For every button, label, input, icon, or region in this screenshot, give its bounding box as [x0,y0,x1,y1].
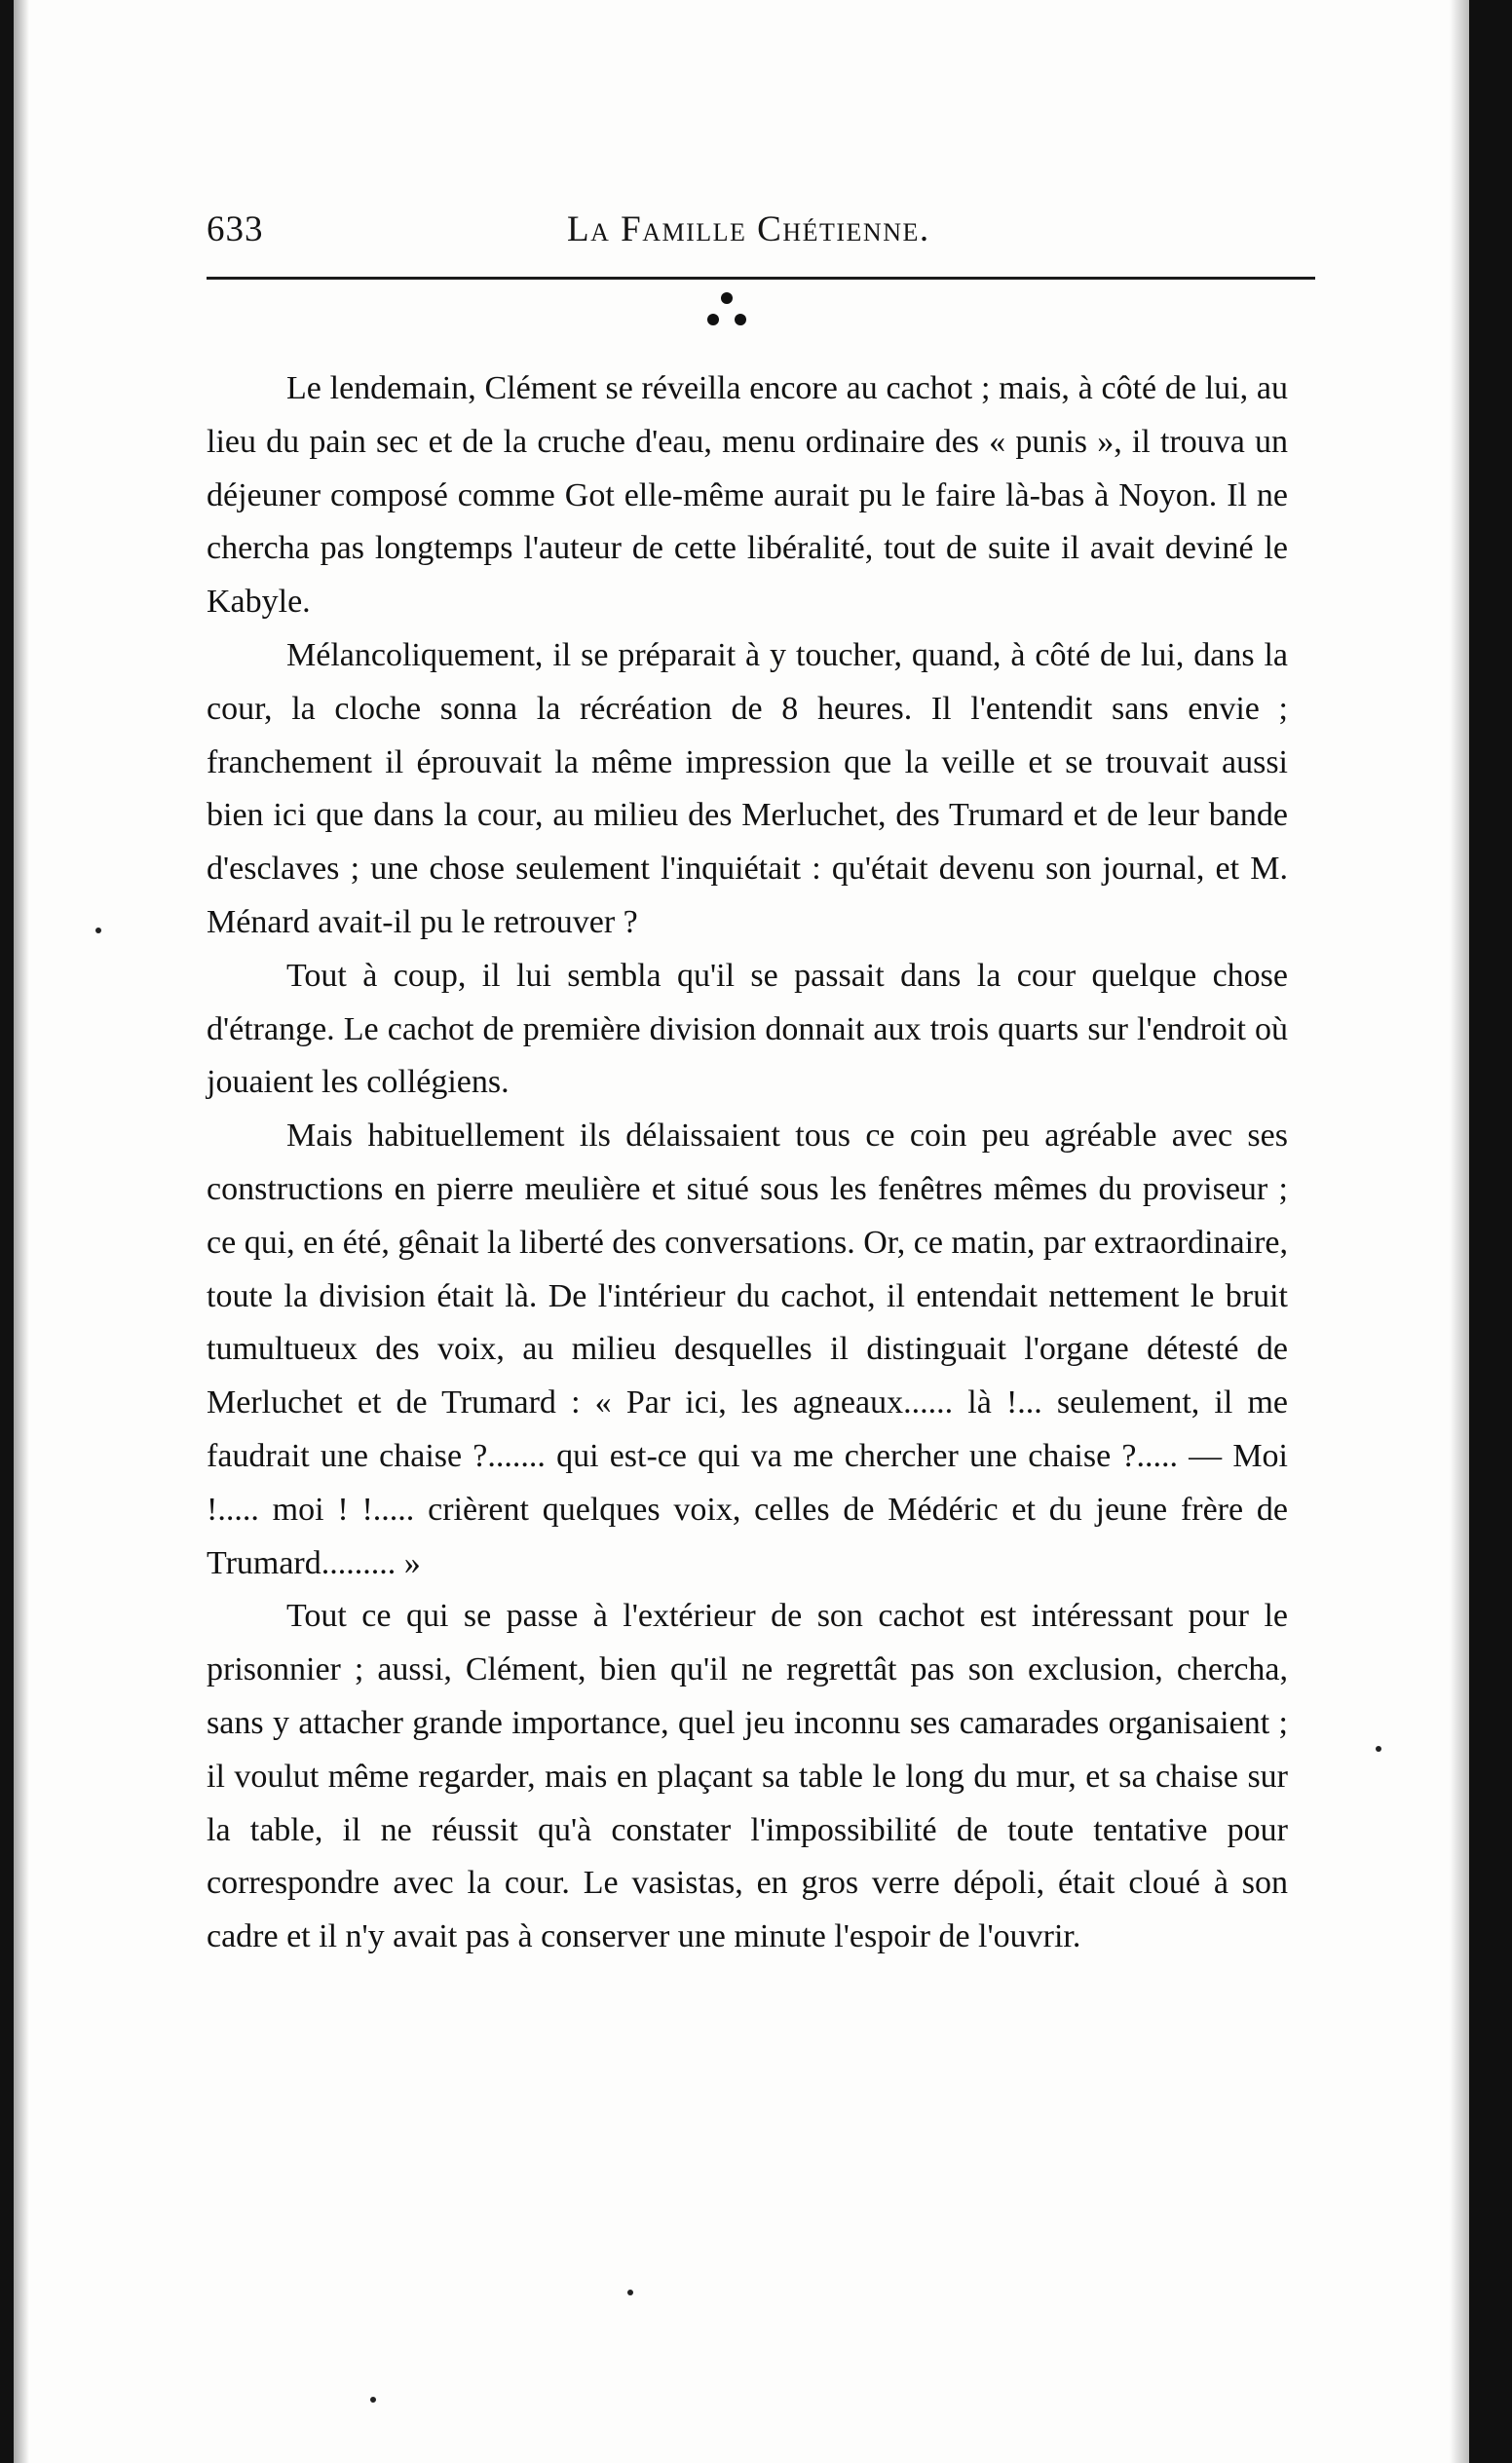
paragraph: Tout ce qui se passe à l'extérieur de son cachot est intéressant pour le prisonnier ; aussi, Clément, bien qu'il ne regrettât pas son exclusion, chercha, sans y attacher grande importance, quel jeu inconnu ses camarades organisaient ; il voulut même regarder, mais en plaçant sa table le long du mur, et sa chaise sur la table, il ne réussit qu'à constater l'impossibilité de toute tentative pour correspondre avec la cour. Le vasistas, en gros verre dépoli, était cloué à son cadre et il n'y avait pas à conserver une minute l'espoir de l'ouvrir. [207,1598,1288,1955]
section-break-asterism [707,292,746,353]
running-title: La Famille Chétienne. [567,209,930,249]
scan-right-edge [1469,0,1512,2463]
ink-speck [95,928,101,933]
paragraph: Mélancoliquement, il se préparait à y toucher, quand, à côté de lui, dans la cour, la cloche sonna la récréation de 8 heures. Il l'entendit sans envie ; franchement il éprouvait la même impression que la veille et se trouvait aussi bien ici que dans la cour, au milieu des Merluchet, des Trumard et de leur bande d'esclaves ; une chose seulement l'inquiétait : qu'était devenu son journal, et M. Ménard avait-il pu le retrouver ? [207,636,1288,940]
ink-speck [1376,1746,1381,1752]
body-text [207,362,1288,1964]
scan-left-shadow [14,0,29,2463]
scan-right-shadow [1450,0,1469,2463]
page-number: 633 [207,209,264,249]
ink-speck [370,2397,376,2403]
paragraph: Mais habituellement ils délaissaient tous ce coin peu agréable avec ses constructions en pierre meulière et situé sous les fenêtres mêmes du proviseur ; ce qui, en été, gênait la liberté des conversations. Or, ce matin, par extraordinaire, toute la division était là. De l'intérieur du cachot, il entendait nettement le bruit tumultueux des voix, au milieu desquelles il distinguait l'organe détesté de Merluchet et de Trumard : « Par ici, les agneaux...... là !... seulement, il me faudrait une chaise ?....... qui est-ce qui va me chercher une chaise ?..... — Moi !..... moi ! !..... crièrent quelques voix, celles de Médéric et du jeune frère de Trumard......... » [207,1118,1288,1581]
header-rule [207,277,1315,280]
ink-speck [627,2290,633,2295]
page-header [207,208,1304,257]
paragraph: Le lendemain, Clément se réveilla encore au cachot ; mais, à côté de lui, au lieu du pain sec et de la cruche d'eau, menu ordinaire des « punis », il trouva un déjeuner composé comme Got elle-même aurait pu le faire là-bas à Noyon. Il ne chercha pas longtemps l'auteur de cette libéralité, tout de suite il avait deviné le Kabyle. [207,370,1288,621]
asterism-dot [721,292,733,304]
scan-left-edge [0,0,14,2463]
asterism-dot [735,314,746,325]
asterism-dot [707,314,719,325]
paragraph: Tout à coup, il lui sembla qu'il se passait dans la cour quelque chose d'étrange. Le cachot de première division donnait aux trois quarts sur l'endroit où jouaient les collégiens. [207,957,1288,1101]
